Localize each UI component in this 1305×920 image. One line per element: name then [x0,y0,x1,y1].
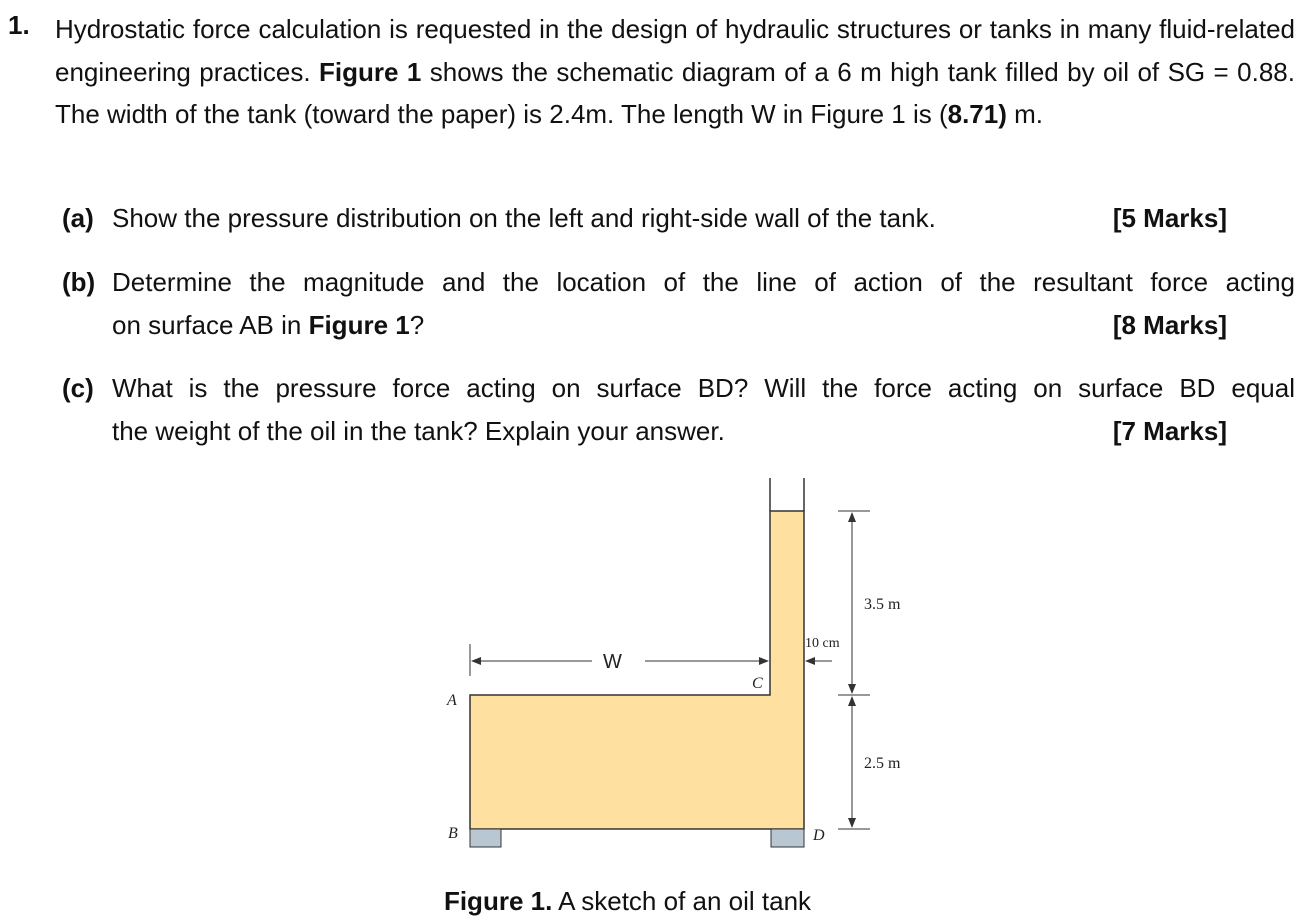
part-b-line1: Determine the magnitude and the location of the line of action of the resultant force acting [112,267,1295,297]
part-c-label: (c) [62,373,94,403]
part-c-line1: What is the pressure force acting on surface BD? Will the force acting on surface BD equal [112,373,1295,403]
label-d: D [813,827,825,844]
caption-text: A sketch of an oil tank [558,886,812,916]
tank-oil-body [470,511,804,829]
part-b-line2-post: ? [409,310,425,340]
support-right [771,829,804,847]
part-b-figure-ref: Figure 1 [308,310,410,340]
figure-caption [0,886,1255,917]
label-c: C [752,675,763,692]
part-c-line2-text: the weight of the oil in the tank? Explain your answer. [112,416,725,446]
question-number: 1. [8,10,30,40]
part-b-label: (b) [62,267,96,297]
part-a-label: (a) [62,203,94,233]
figure-reference: Figure 1 [319,56,422,87]
label-b: B [448,825,458,842]
intro-text-2: shows the schematic diagram of a 6 m high tank filled by oil of SG = 0.88. The width of the tank (toward the paper) is 2.4m. The length W in Figure 1 is ( [55,56,1295,129]
label-w: W [603,651,622,673]
part-b-marks: [8 Marks] [1112,310,1227,340]
caption-bold: Figure 1. [443,886,553,916]
dim-top-label: 3.5 m [864,596,901,613]
part-b-line2-pre: on surface AB in [112,310,302,340]
w-value: 8.71) [947,99,1007,129]
dim-neck-label: 10 cm [805,636,840,651]
dim-bottom-label: 2.5 m [864,755,901,772]
support-left [470,829,501,847]
intro-text-1: Hydrostatic force calculation is requested in the design of hydraulic structures or tanks in many fluid-related engineering practices. [55,14,1295,87]
part-a-marks: [5 Marks] [1112,203,1227,233]
label-a: A [447,692,457,709]
intro-text-3: m. [1014,99,1043,129]
part-a-text: Show the pressure distribution on the left and right-side wall of the tank. [112,203,936,233]
part-c-marks: [7 Marks] [1112,416,1227,446]
